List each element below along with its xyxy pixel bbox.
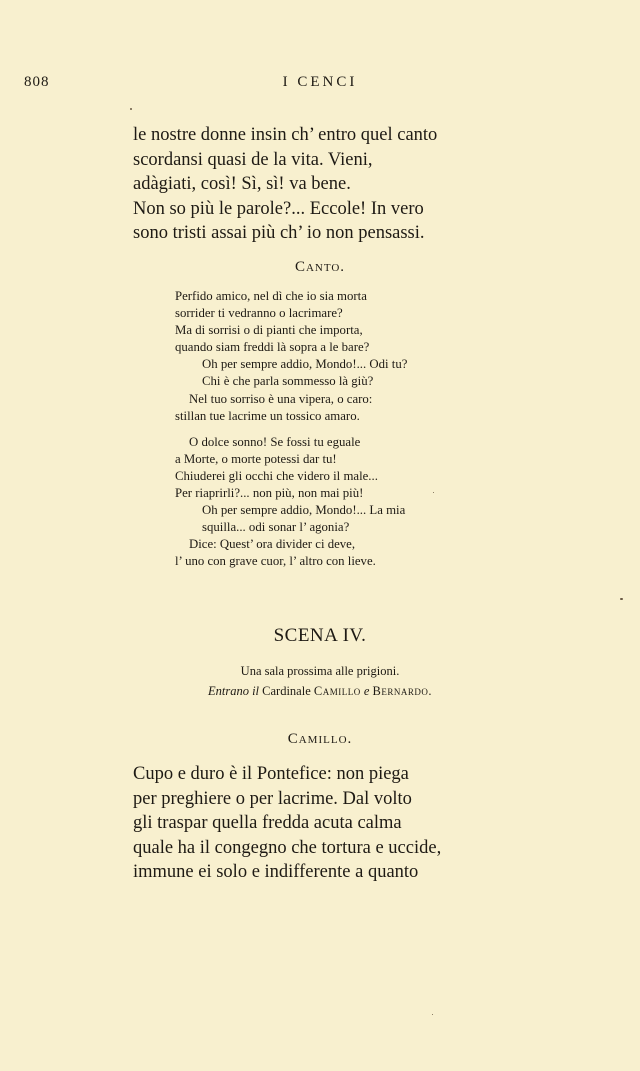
- page-number: 808: [24, 74, 50, 90]
- song-line: stillan tue lacrime un tossico amaro.: [175, 408, 360, 423]
- song-line: squilla... odi sonar l’ agonia?: [202, 520, 350, 535]
- verse-line: per preghiere o per lacrime. Dal volto: [133, 788, 412, 809]
- song-line: Perfido amico, nel dì che io sia morta: [175, 289, 367, 303]
- paper-speck: [620, 598, 623, 600]
- verse-line: le nostre donne insin ch’ entro quel canto: [133, 125, 438, 145]
- character-name: Bernardo.: [372, 684, 432, 698]
- paper-speck: [432, 1014, 433, 1015]
- verse-line: immune ei solo e indifferente a quanto: [133, 862, 419, 882]
- speaker-name: Camillo.: [287, 731, 353, 747]
- paper-speck: [433, 492, 434, 493]
- verse-line: Cupo e duro è il Pontefice: non piega: [133, 764, 409, 784]
- stanza-gap: [175, 425, 407, 434]
- song-line: Ma di sorrisi o di pianti che importa,: [175, 323, 363, 338]
- opening-verse: [133, 123, 437, 246]
- verse-line: gli traspar quella fredda acuta calma: [133, 813, 402, 833]
- verse-line: sono tristi assai più ch’ io non pensassi.: [133, 223, 425, 243]
- song-line: Per riaprirli?... non più, non mai più!: [175, 486, 364, 501]
- song-line: quando siam freddi là sopra a le bare?: [175, 340, 370, 355]
- song-line: Oh per sempre addio, Mondo!... La mia: [202, 503, 406, 518]
- song-line: Chiuderei gli occhi che videro il male...: [175, 468, 378, 483]
- paper-speck: [130, 108, 132, 110]
- song-line: l’ uno con grave cuor, l’ altro con lieve.: [175, 554, 376, 569]
- conjunction: e: [363, 684, 370, 698]
- scene-title: SCENA IV.: [273, 625, 367, 646]
- song-line: Nel tuo sorriso è una vipera, o caro:: [189, 391, 373, 406]
- song-heading: Canto.: [294, 259, 346, 275]
- song-line: Dice: Quest’ ora divider ci deve,: [189, 537, 356, 552]
- song-text: [175, 288, 407, 571]
- running-title: I CENCI: [282, 74, 358, 90]
- character-name: Camillo: [313, 684, 361, 698]
- song-line: O dolce sonno! Se fossi tu eguale: [189, 434, 361, 449]
- verse-line: scordansi quasi de la vita. Vieni,: [133, 149, 373, 170]
- song-line: sorrider ti vedranno o lacrimare?: [175, 306, 343, 321]
- entrance-text: Cardinale: [262, 684, 311, 698]
- verse-line: adàgiati, così! Sì, sì! va bene.: [133, 174, 351, 194]
- stage-entrance: [0, 684, 640, 699]
- page-header: [0, 74, 640, 94]
- verse-line: quale ha il congegno che tortura e uccide,: [133, 837, 442, 858]
- speech-verse: [133, 762, 441, 885]
- song-line: a Morte, o morte potessi dar tu!: [175, 451, 337, 466]
- entrance-verb: Entrano il: [207, 684, 260, 698]
- stage-setting: Una sala prossima alle prigioni.: [240, 664, 400, 678]
- verse-line: Non so più le parole?... Eccole! In vero: [133, 198, 424, 219]
- song-line: Oh per sempre addio, Mondo!... Odi tu?: [202, 357, 408, 372]
- song-line: Chi è che parla sommesso là giù?: [202, 374, 374, 389]
